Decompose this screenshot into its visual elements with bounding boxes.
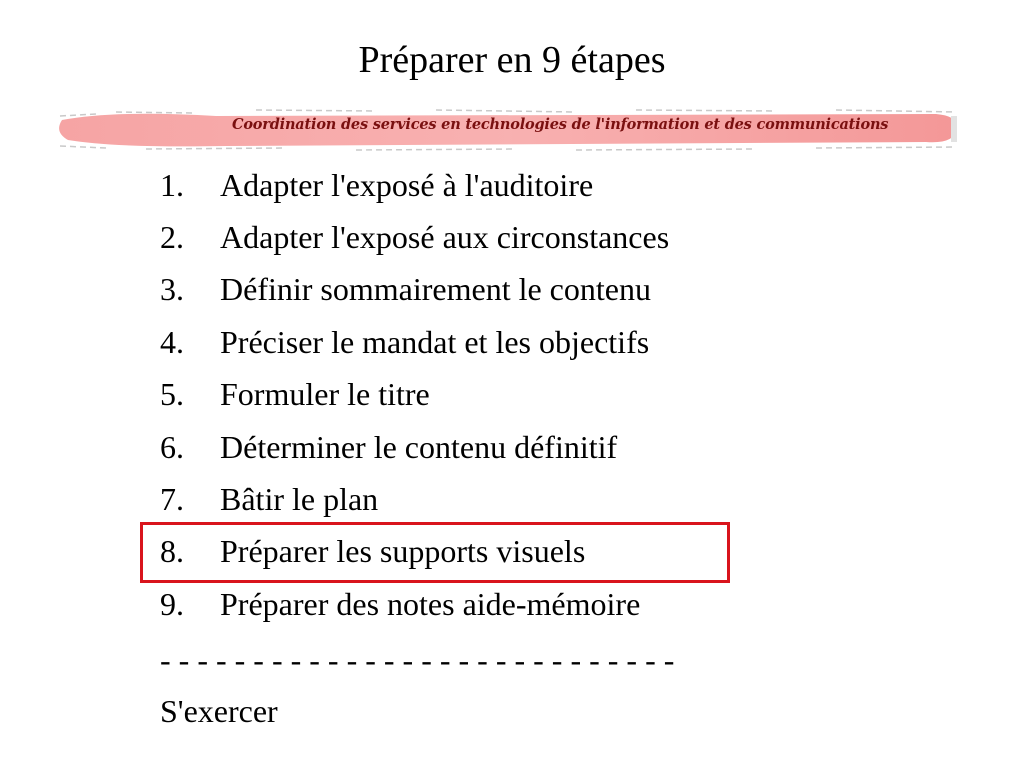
slide-title: Préparer en 9 étapes (358, 39, 666, 81)
step-number: 6. (160, 428, 184, 465)
step-number: 2. (160, 219, 184, 256)
step-label: Déterminer le contenu définitif (220, 428, 618, 465)
step-label: Préparer des notes aide-mémoire (220, 585, 641, 622)
list-item (160, 421, 669, 473)
step-number: 8. (160, 533, 184, 570)
practice-label: S'exercer (160, 693, 278, 729)
step-number: 4. (160, 323, 184, 360)
list-item (160, 316, 669, 368)
highlight-box (140, 522, 730, 583)
step-number: 7. (160, 481, 184, 518)
step-label: Formuler le titre (220, 376, 430, 413)
list-item (160, 264, 669, 316)
institution-banner (56, 106, 962, 152)
dashed-separator: - - - - - - - - - - - - - - - - - - - - - - - - - - - - (160, 642, 675, 678)
list-item (160, 211, 669, 263)
list-item (160, 473, 669, 525)
list-item (160, 369, 669, 421)
list-item (160, 578, 669, 630)
list-item (160, 159, 669, 211)
step-label: Préciser le mandat et les objectifs (220, 323, 650, 360)
banner-text: Coordination des services en technologies de l'information et des communications (232, 116, 889, 133)
step-label: Adapter l'exposé à l'auditoire (220, 166, 594, 203)
step-label: Bâtir le plan (220, 481, 379, 518)
step-number: 1. (160, 166, 184, 203)
step-label: Adapter l'exposé aux circonstances (220, 219, 670, 256)
step-number: 5. (160, 376, 184, 413)
step-number: 9. (160, 585, 184, 622)
step-number: 3. (160, 271, 184, 308)
step-label: Définir sommairement le contenu (220, 271, 651, 308)
step-label: Préparer les supports visuels (220, 533, 586, 570)
